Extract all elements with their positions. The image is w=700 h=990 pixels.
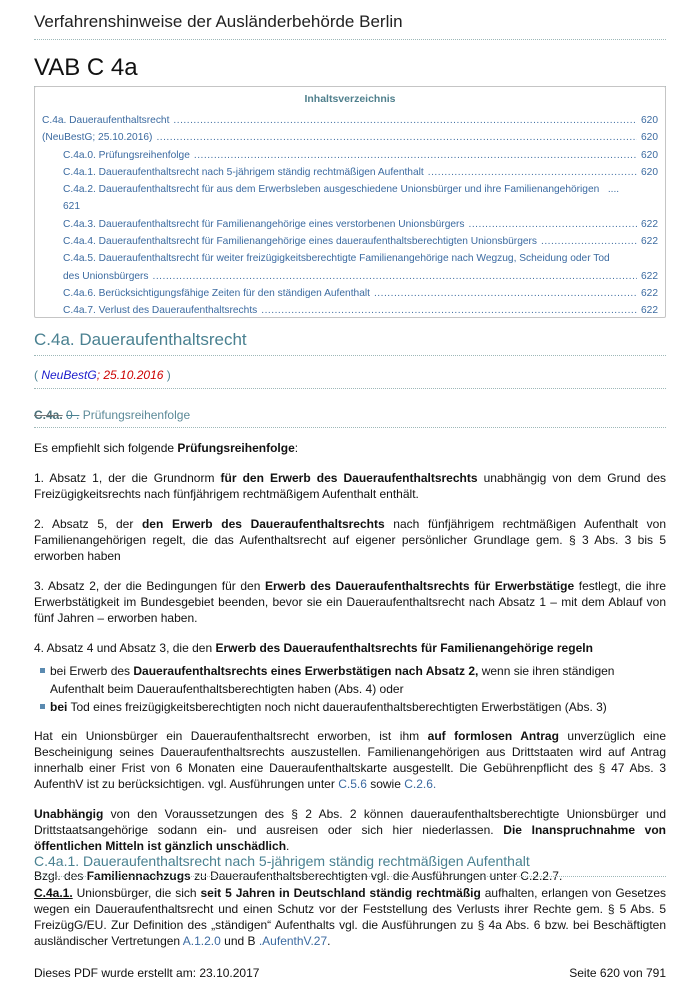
text: Bzgl. des	[34, 869, 87, 883]
text-bold: den Erwerb des Daueraufenthaltsrechts	[141, 517, 385, 531]
toc-entry-page: 620	[641, 115, 658, 126]
text: :	[294, 441, 299, 455]
toc-entry-label: C.4a.1. Daueraufenthaltsrecht nach 5-jährigem ständig rechtmäßigen Aufenthalt	[63, 166, 424, 178]
toc-leader-dots: ....	[607, 184, 620, 196]
text-bold: Familiennachzugs	[86, 869, 191, 883]
toc-entry-label: C.4a.5. Daueraufenthaltsrecht für weiter freizügigkeitsberechtigte Familienangehörige nach Wegzug, Scheidung oder Tod	[63, 253, 610, 265]
toc-entry-page: 622	[641, 287, 658, 299]
text: .	[286, 839, 290, 853]
text: unverzüglich eine Bescheinigung seines Daueraufenthaltsrechts auszustellen. Familienangehörigen aus Drittstaaten wird auf Antrag innerhalb einer Frist von 6 Monaten eine Daueraufenthaltskarte ausgestellt. Die Gebührenpflicht des § 47 Abs. 3 AufenthV ist zu berücksichtigen. vgl. Ausführungen unter	[34, 729, 666, 791]
toc-entry[interactable]	[42, 112, 658, 129]
link-aufenthv27[interactable]: .AufenthV.27	[258, 934, 328, 948]
document-title: VAB C 4a	[34, 54, 666, 87]
subsection-heading	[34, 408, 666, 428]
toc-entry[interactable]	[42, 164, 658, 181]
text: festlegt, die ihre Erwerbstätigkeit im Bundesgebiet beenden, bevor sie ein Daueraufenthaltsrecht nach Absatz 1 – mit dem Ablauf von fünf Jahren – erworben haben.	[34, 579, 667, 625]
text: 3. Absatz 2, der die Bedingungen für den	[34, 579, 265, 593]
toc-entry-page: 622	[641, 236, 658, 248]
toc-leader-dots	[156, 129, 637, 146]
toc-leader-dots	[541, 233, 637, 250]
paragraph-number: C.4a.1.	[34, 886, 73, 900]
toc-entry-label: C.4a.3. Daueraufenthaltsrecht für Familienangehörige eines verstorbenen Unionsbürgers	[63, 218, 465, 230]
text-bold: Prüfungsreihenfolge	[177, 441, 295, 455]
ref-separator: ;	[96, 368, 104, 382]
toc-leader-dots	[194, 147, 637, 164]
toc-entry[interactable]	[42, 302, 658, 319]
subsection-title: Prüfungsreihenfolge	[79, 408, 191, 422]
text-bold: Daueraufenthaltsrechts eines Erwerbstätigen nach Absatz 2,	[133, 664, 479, 678]
text: Tod eines freizügigkeitsberechtigten noch nicht daueraufenthaltsberechtigten Erwerbstätigen (Abs. 3)	[67, 700, 607, 714]
toc-entry[interactable]	[42, 250, 658, 285]
section-heading: C.4a. Daueraufenthaltsrecht	[34, 330, 666, 356]
toc-entry[interactable]	[42, 129, 658, 146]
ref-close: )	[163, 368, 171, 382]
text: Unionsbürger, die sich	[72, 886, 201, 900]
toc-entry-label-cont: des Unionsbürgers	[63, 270, 149, 282]
toc-leader-dots	[173, 112, 637, 129]
text: zu Daueraufenthaltsberechtigten vgl. die Ausführungen unter C.2.2.7.	[190, 869, 563, 883]
list-item	[34, 698, 666, 716]
footer-page-number: Seite 620 von 791	[569, 966, 666, 980]
text-bold: seit 5 Jahren in Deutschland ständig rechtmäßig	[200, 886, 481, 900]
list-item	[34, 662, 666, 698]
toc-entry[interactable]	[42, 233, 658, 250]
toc-entry-page: 622	[641, 270, 658, 282]
text-bold: Erwerb des Daueraufenthaltsrechts für Familienangehörige regeln	[215, 641, 593, 655]
text: unabhängig von dem Grund des Freizügigkeitsrechts nach fünfjährigem rechtmäßigem Aufenthalt enthält.	[34, 471, 666, 501]
bullet-list	[34, 662, 666, 716]
text: 4. Absatz 4 und Absatz 3, die den	[34, 641, 216, 655]
toc-entry-page: 621	[63, 201, 80, 213]
toc-leader-dots	[153, 268, 637, 285]
text-bold: auf formlosen Antrag	[427, 729, 559, 743]
paragraph	[34, 440, 666, 456]
toc-entry-page: 622	[641, 305, 658, 317]
link-a120[interactable]: A.1.2.0	[182, 934, 221, 948]
toc-entry-page: 620	[641, 149, 658, 161]
text: 1. Absatz 1, der die Grundnorm	[34, 471, 221, 485]
text: aufhalten, erlangen von Gesetzes wegen ein Daueraufenthaltsrecht und einen Schutz vor der Feststellung des Verlusts ihrer Rechte gem. § 5 Abs. 5 FreizügG/EU. Zur Definition des „ständigen“ Aufenthalts vgl. die Ausführungen zu § 4a Abs. 6 bzw. bei Beschäftigten ausländischer Vertretungen	[34, 886, 667, 948]
text: .	[327, 934, 331, 948]
text: und B	[220, 934, 259, 948]
page-footer	[34, 966, 666, 980]
neubestg-link[interactable]: NeuBestG	[41, 368, 97, 382]
text-bold: Unabhängig	[34, 807, 104, 821]
toc-entry-label: C.4a.4. Daueraufenthaltsrecht für Familienangehörige eines daueraufenthaltsberechtigten Unionsbürgers	[63, 236, 538, 248]
toc-entry[interactable]	[42, 216, 658, 233]
toc-entry-label: C.4a.7. Verlust des Daueraufenthaltsrechts	[63, 305, 258, 317]
text: Hat ein Unionsbürger ein Daueraufenthaltsrecht erworben, ist ihm	[34, 729, 428, 743]
text: Es empfiehlt sich folgende	[34, 441, 178, 455]
body-text	[34, 440, 666, 898]
page-header: Verfahrenshinweise der Ausländerbehörde Berlin	[34, 12, 666, 40]
toc-entry[interactable]	[42, 147, 658, 164]
paragraph	[34, 640, 666, 656]
toc-entry-page: 620	[641, 166, 658, 178]
toc-title: Inhaltsverzeichnis	[304, 93, 396, 105]
table-of-contents	[34, 86, 666, 318]
toc-entry-label: C.4a.0. Prüfungsreihenfolge	[63, 149, 190, 161]
paragraph	[34, 516, 666, 564]
toc-entry-label: C.4a. Daueraufenthaltsrecht	[42, 115, 170, 126]
subsection-heading-2: C.4a.1. Daueraufenthaltsrecht nach 5-jährigem ständig rechtmäßigen Aufenthalt	[34, 853, 666, 877]
toc-entry-label: C.4a.6. Berücksichtigungsfähige Zeiten für den ständigen Aufenthalt	[63, 287, 370, 299]
text: sowie	[366, 777, 405, 791]
text-bold: für den Erwerb des Daueraufenthaltsrechts	[220, 471, 478, 485]
toc-entry-page: 622	[641, 218, 658, 230]
struck-number-2: 0 .	[66, 408, 80, 422]
paragraph	[34, 578, 666, 626]
body-text-2	[34, 885, 666, 949]
toc-entry[interactable]	[42, 181, 658, 216]
text: von den Voraussetzungen des § 2 Abs. 2 können daueraufenthaltsberechtigte Unionsbürger und Drittstaatsangehörige sodann ein- und ausreisen oder sich hier niederlassen.	[34, 807, 666, 837]
text-bold: bei	[50, 700, 68, 714]
toc-leader-dots	[428, 164, 637, 181]
struck-number: C.4a.	[34, 408, 63, 422]
toc-leader-dots	[469, 216, 637, 233]
link-c26[interactable]: C.2.6.	[404, 777, 437, 791]
text: bei Erwerb des	[50, 664, 134, 678]
amendment-reference	[34, 368, 666, 389]
toc-entry-label: (NeuBestG; 25.10.2016)	[42, 132, 153, 144]
paragraph	[34, 806, 666, 854]
paragraph	[34, 728, 666, 792]
text-bold: Erwerb des Daueraufenthaltsrechts für Erwerbstätige	[264, 579, 575, 593]
ref-date: 25.10.2016	[103, 368, 164, 382]
toc-leader-dots	[374, 285, 637, 302]
ref-open: (	[34, 368, 42, 382]
text: nach fünfjährigem rechtmäßigen Aufenthalt von Familienangehörigen regelt, die das Aufenthaltsrecht auf eigener persönlicher Grundlage gem. § 3 Abs. 3 bis 5 erworben haben	[34, 517, 667, 563]
text-bold: Die Inanspruchnahme von öffentlichen Mitteln ist gänzlich unschädlich	[34, 823, 667, 853]
text: 2. Absatz 5, der	[34, 517, 142, 531]
toc-entry[interactable]	[42, 285, 658, 302]
paragraph	[34, 470, 666, 502]
footer-created: Dieses PDF wurde erstellt am: 23.10.2017	[34, 966, 260, 980]
toc-entry-label: C.4a.2. Daueraufenthaltsrecht für aus dem Erwerbsleben ausgeschiedene Unionsbürger und ihre Familienangehörigen	[63, 184, 600, 196]
text: wenn sie ihren ständigen Aufenthalt beim Daueraufenthaltsberechtigten haben (Abs. 4) oder	[50, 664, 615, 696]
link-c56[interactable]: C.5.6	[338, 777, 367, 791]
toc-leader-dots	[261, 302, 637, 319]
toc-entry-page: 620	[641, 132, 658, 144]
